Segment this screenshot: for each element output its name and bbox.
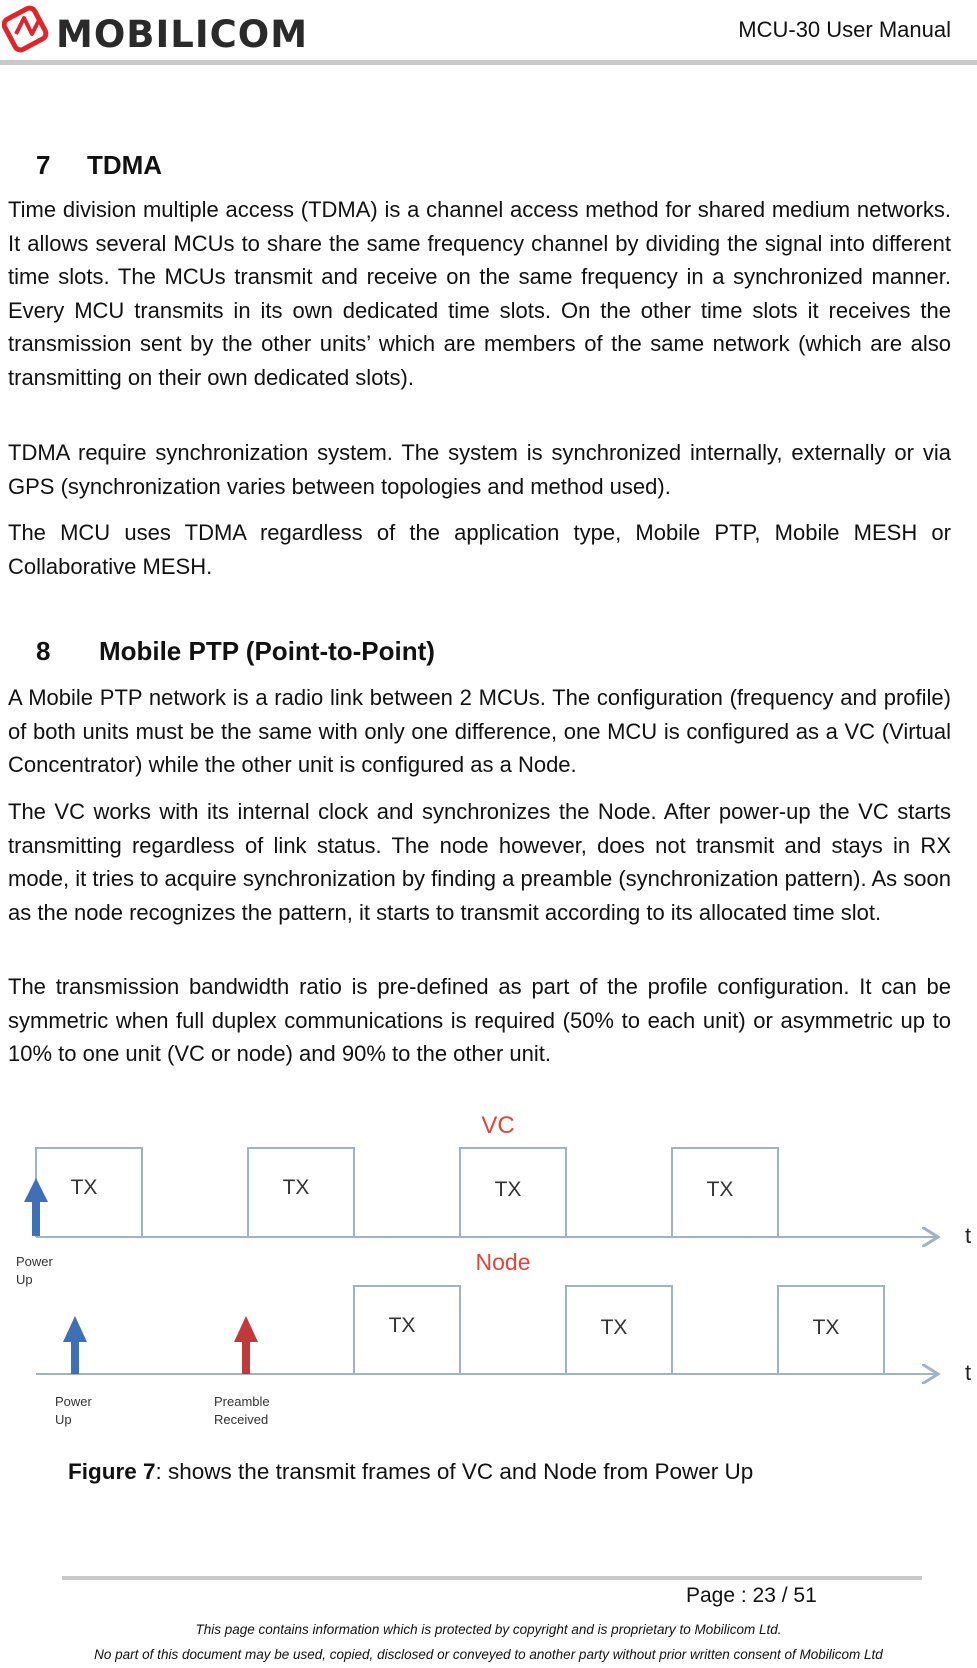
vc-tx-slot — [672, 1148, 778, 1237]
paragraph: TDMA require synchronization system. The system is synchronized internally, externally or via GPS (synchronization varies between topologies and method used). — [8, 440, 951, 499]
node-tx-slot — [778, 1286, 884, 1374]
disclosure-note: No part of this document may be used, copied, disclosed or conveyed to another party without prior written consent of Mobilicom Ltd — [94, 1647, 883, 1662]
caption-text: : shows the transmit frames of VC and Node from Power Up — [155, 1459, 754, 1484]
section-title: Mobile PTP (Point-to-Point) — [98, 636, 435, 666]
vc-tx-slot — [36, 1148, 142, 1237]
preamble-received-label: Received — [214, 1412, 269, 1427]
brand-name: MOBILICOM — [56, 13, 309, 56]
node-time-label: t — [964, 1360, 972, 1385]
preamble-received-label: Preamble — [214, 1394, 270, 1409]
vc-label: VC — [481, 1112, 515, 1139]
section-title: TDMA — [86, 150, 163, 180]
vc-tx-slot — [460, 1148, 566, 1237]
tx-label: TX — [812, 1316, 840, 1339]
tx-label: TX — [70, 1176, 98, 1199]
copyright-note: This page contains information which is protected by copyright and is proprietary to Mobilicom Ltd. — [195, 1622, 782, 1637]
manual-title: MCU-30 User Manual — [738, 17, 951, 42]
mobilicom-logo — [2, 4, 309, 58]
caption-label: Figure 7 — [68, 1459, 156, 1484]
vc-tx-slot — [248, 1148, 354, 1237]
node-tx-slot — [566, 1286, 672, 1374]
node-label: Node — [475, 1249, 531, 1275]
paragraph: Time division multiple access (TDMA) is a channel access method for shared medium networks. It allows several MCUs to share the same frequency channel by dividing the signal into different time slots. The MCUs transmit and receive on the same frequency in a synchronized manner. Every MCU transmits in its own dedicated time slots. On the other time slots it receives the transmission sent by the other units’ which are members of the same network (which are also transmitting on their own dedicated slots). — [8, 197, 951, 390]
header-divider — [0, 60, 977, 65]
section-number: 7 — [36, 150, 51, 180]
node-power-up-arrow-icon — [63, 1316, 87, 1374]
section-number: 8 — [36, 636, 51, 666]
tdma-timing-figure — [0, 1108, 977, 1438]
vc-power-up-arrow-icon — [24, 1178, 48, 1236]
vc-time-label: t — [964, 1223, 972, 1248]
node-power-up-label: Up — [55, 1412, 72, 1427]
logo-mark-icon — [2, 4, 52, 58]
paragraph: The transmission bandwidth ratio is pre-defined as part of the profile configuration. It can be symmetric when full duplex communications is required (50% to each unit) or asymmetric up to 10% to one unit (VC or node) and 90% to the other unit. — [8, 974, 951, 1066]
node-power-up-label: Power — [55, 1394, 92, 1409]
tx-label: TX — [706, 1178, 734, 1201]
vc-power-up-label: Up — [16, 1272, 33, 1287]
paragraph: The VC works with its internal clock and synchronizes the Node. After power-up the VC starts transmitting regardless of link status. The node however, does not transmit and stays in RX mode, it tries to acquire synchronization by finding a preamble (synchronization pattern). As soon as the node recognizes the pattern, it starts to transmit according to its allocated time slot. — [8, 799, 951, 925]
tx-label: TX — [388, 1314, 416, 1337]
paragraph: A Mobile PTP network is a radio link between 2 MCUs. The configuration (frequency and profile) of both units must be the same with only one difference, one MCU is configured as a VC (Virtual Concentrator) while the other unit is configured as a Node. — [8, 685, 951, 777]
node-tx-slot — [354, 1286, 460, 1374]
section-7-heading — [36, 150, 162, 181]
figure-caption — [68, 1459, 753, 1485]
preamble-received-arrow-icon — [234, 1316, 258, 1374]
vc-power-up-label: Power — [16, 1254, 53, 1269]
page-header — [0, 0, 977, 66]
page-number: Page : 23 / 51 — [686, 1584, 817, 1607]
footer-divider — [62, 1576, 922, 1580]
tx-label: TX — [494, 1178, 522, 1201]
tx-label: TX — [600, 1316, 628, 1339]
section-8-heading — [36, 636, 435, 667]
tx-label: TX — [282, 1176, 310, 1199]
paragraph: The MCU uses TDMA regardless of the application type, Mobile PTP, Mobile MESH or Collaborative MESH. — [8, 520, 951, 579]
